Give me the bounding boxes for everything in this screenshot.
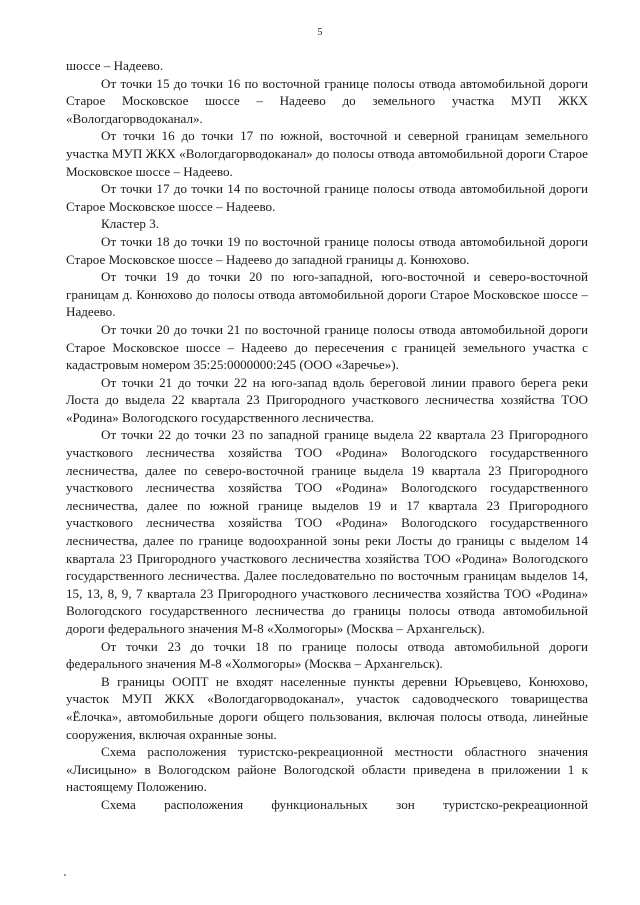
paragraph: От точки 17 до точки 14 по восточной границе полосы отвода автомобильной дороги Старое Московское шоссе – Надеево. <box>66 181 588 214</box>
document-body <box>66 57 588 814</box>
paragraph: От точки 22 до точки 23 по западной границе выдела 22 квартала 23 Пригородного участкового лесничества хозяйства ТОО «Родина» Вологодского государственного лесничества, далее по северо-восточной границе выдела 19 квартала 23 Пригородного участкового лесничества хозяйства ТОО «Родина» Вологодского государственного лесничества, далее по южной границе выделов 19 и 17 квартала 23 Пригородного участкового лесничества хозяйства ТОО «Родина» Вологодского государственного лесничества, далее по границе водоохранной зоны реки Лосты до границы с выделом 14 квартала 23 Пригородного участкового лесничества хозяйства ТОО «Родина» Вологодского государственного лесничества. Далее последовательно по восточным границам выделов 14, 15, 13, 8, 9, 7 квартала 23 Пригородного участкового лесничества хозяйства ТОО «Родина» Вологодского государственного лесничества до границы полосы отвода автомобильной дороги федерального значения М-8 «Холмогоры» (Москва – Архангельск). <box>66 427 588 636</box>
page-number: 5 <box>317 27 323 38</box>
paragraph: В границы ООПТ не входят населенные пункты деревни Юрьевцево, Конюхово, участок МУП ЖКХ «Вологдагорводоканал», участок садоводческого товарищества «Ёлочка», автомобильные дороги общего пользования, включая полосы отвода, линейные сооружения, включая охранные зоны. <box>66 673 588 742</box>
paragraph-continuation: шоссе – Надеево. <box>66 58 164 73</box>
paragraph: От точки 20 до точки 21 по восточной границе полосы отвода автомобильной дороги Старое Московское шоссе – Надеево до пересечения с границей земельного участка с кадастровым номером 35:25:0000000:245 (ООО «Заречье»). <box>66 321 588 373</box>
paragraph: От точки 16 до точки 17 по южной, восточной и северной границам земельного участка МУП ЖКХ «Вологдагорводоканал» до полосы отвода автомобильной дороги Старое Московское шоссе – Надеево. <box>66 128 588 179</box>
paragraph: От точки 15 до точки 16 по восточной границе полосы отвода автомобильной дороги Старое Московское шоссе – Надеево до земельного участка МУП ЖКХ «Вологдагорводоканал». <box>66 75 588 126</box>
paragraph: От точки 19 до точки 20 по юго-западной, юго-восточной и северо-восточной границам д. Конюхово до полосы отвода автомобильной дороги Старое Московское шоссе – Надеево. <box>66 269 588 320</box>
paragraph: От точки 23 до точки 18 по границе полосы отвода автомобильной дороги федерального значения М-8 «Холмогоры» (Москва – Архангельск). <box>66 638 588 672</box>
scan-dot <box>64 874 66 876</box>
paragraph-truncated: Схема расположения функциональных зон туристско-рекреационной <box>101 796 588 812</box>
paragraph: От точки 21 до точки 22 на юго-запад вдоль береговой линии правого берега реки Лоста до выдела 22 квартала 23 Пригородного участкового лесничества хозяйства ТОО «Родина» Вологодского государственного лесничества. <box>66 374 588 425</box>
paragraph: От точки 18 до точки 19 по восточной границе полосы отвода автомобильной дороги Старое Московское шоссе – Надеево до западной границы д. Конюхово. <box>66 233 588 267</box>
paragraph: Схема расположения туристско-рекреационной местности областного значения «Лисицыно» в Вологодском районе Вологодской области приведена в приложении 1 к настоящему Положению. <box>66 744 588 795</box>
cluster-heading: Кластер 3. <box>101 216 160 232</box>
